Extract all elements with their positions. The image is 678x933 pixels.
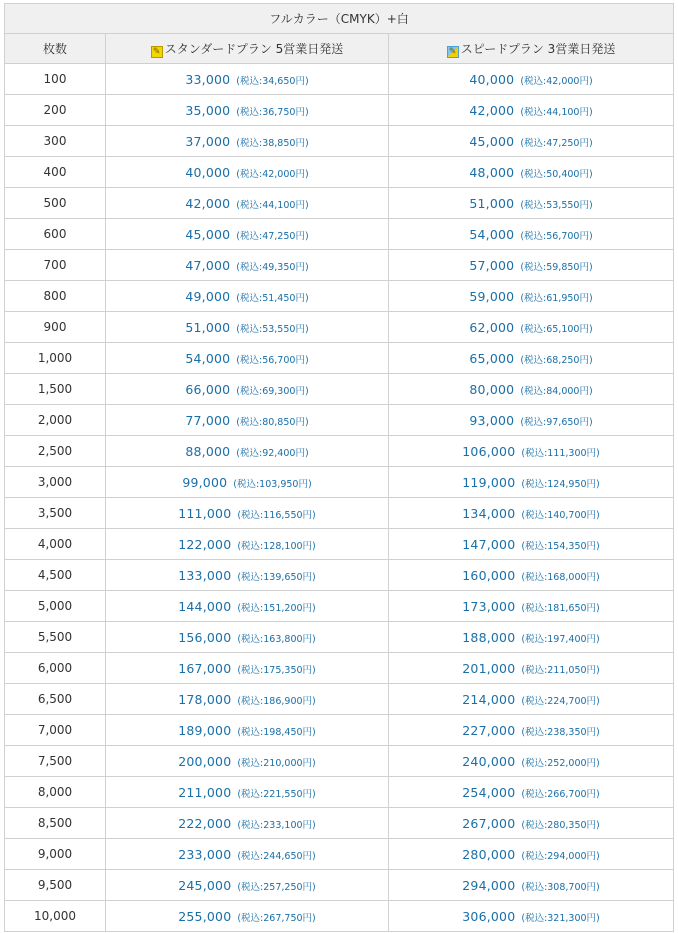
speed-price: 173,000: [462, 598, 516, 614]
speed-price-tax-included: (税込:47,250円): [520, 137, 593, 149]
table-row: [5, 405, 674, 436]
standard-price: 99,000: [182, 474, 228, 490]
speed-price-cell: [389, 591, 674, 622]
speed-price-tax-included: (税込:294,000円): [521, 850, 600, 862]
standard-price-tax-included: (税込:233,100円): [237, 819, 316, 831]
qty-cell: 9,500: [5, 870, 106, 901]
speed-price-tax-included: (税込:197,400円): [521, 633, 600, 645]
qty-cell: 10,000: [5, 901, 106, 932]
standard-price-cell: [106, 715, 389, 746]
speed-price-cell: [389, 746, 674, 777]
speed-price-cell: [389, 157, 674, 188]
speed-price-cell: [389, 188, 674, 219]
table-row: [5, 715, 674, 746]
speed-price: 240,000: [462, 753, 516, 769]
speed-price-tax-included: (税込:111,300円): [521, 447, 600, 459]
standard-price: 66,000: [185, 381, 231, 397]
speed-price: 134,000: [462, 505, 516, 521]
standard-plan-label: スタンダードプラン 5営業日発送: [164, 41, 344, 56]
standard-price-tax-included: (税込:49,350円): [236, 261, 309, 273]
column-header-row: [5, 34, 674, 64]
table-row: [5, 343, 674, 374]
qty-cell: 6,500: [5, 684, 106, 715]
standard-price-tax-included: (税込:69,300円): [236, 385, 309, 397]
speed-price-cell: [389, 312, 674, 343]
standard-price-cell: [106, 405, 389, 436]
table-row: [5, 64, 674, 95]
standard-price: 54,000: [185, 350, 231, 366]
standard-price-cell: [106, 808, 389, 839]
table-row: [5, 529, 674, 560]
table-row: [5, 250, 674, 281]
standard-price-tax-included: (税込:42,000円): [236, 168, 309, 180]
speed-price-cell: [389, 95, 674, 126]
speed-price-cell: [389, 64, 674, 95]
standard-price-tax-included: (税込:186,900円): [237, 695, 316, 707]
speed-price-cell: [389, 808, 674, 839]
speed-price-cell: [389, 622, 674, 653]
standard-price: 77,000: [185, 412, 231, 428]
speed-price-tax-included: (税込:308,700円): [521, 881, 600, 893]
speed-price-cell: [389, 374, 674, 405]
speed-price-cell: [389, 653, 674, 684]
speed-price: 45,000: [469, 133, 515, 149]
standard-price-tax-included: (税込:116,550円): [237, 509, 316, 521]
table-row: [5, 157, 674, 188]
qty-cell: 500: [5, 188, 106, 219]
qty-cell: 8,000: [5, 777, 106, 808]
speed-price: 147,000: [462, 536, 516, 552]
speed-price-cell: [389, 684, 674, 715]
standard-price: 51,000: [185, 319, 231, 335]
standard-price-tax-included: (税込:257,250円): [237, 881, 316, 893]
qty-cell: 300: [5, 126, 106, 157]
speed-price-cell: [389, 281, 674, 312]
qty-cell: 4,000: [5, 529, 106, 560]
speed-price-tax-included: (税込:154,350円): [521, 540, 600, 552]
speed-price: 214,000: [462, 691, 516, 707]
table-row: [5, 653, 674, 684]
standard-price: 200,000: [178, 753, 232, 769]
standard-price: 122,000: [178, 536, 232, 552]
qty-cell: 8,500: [5, 808, 106, 839]
speed-price-tax-included: (税込:65,100円): [520, 323, 593, 335]
speed-price-cell: [389, 715, 674, 746]
standard-price: 40,000: [185, 164, 231, 180]
speed-price-cell: [389, 405, 674, 436]
speed-price-tax-included: (税込:140,700円): [521, 509, 600, 521]
table-row: [5, 281, 674, 312]
table-row: [5, 901, 674, 932]
standard-price-cell: [106, 622, 389, 653]
speed-price-tax-included: (税込:266,700円): [521, 788, 600, 800]
speed-price-tax-included: (税込:61,950円): [520, 292, 593, 304]
speed-price-cell: [389, 343, 674, 374]
speed-price-cell: [389, 250, 674, 281]
speed-price-tax-included: (税込:252,000円): [521, 757, 600, 769]
standard-price: 133,000: [178, 567, 232, 583]
speed-price: 59,000: [469, 288, 515, 304]
speed-price: 306,000: [462, 908, 516, 924]
speed-price: 62,000: [469, 319, 515, 335]
qty-cell: 6,000: [5, 653, 106, 684]
standard-price-cell: [106, 281, 389, 312]
qty-cell: 1,500: [5, 374, 106, 405]
speed-price-tax-included: (税込:181,650円): [521, 602, 600, 614]
standard-price-tax-included: (税込:36,750円): [236, 106, 309, 118]
speed-price-tax-included: (税込:97,650円): [520, 416, 593, 428]
standard-price-cell: [106, 901, 389, 932]
speed-price-tax-included: (税込:56,700円): [520, 230, 593, 242]
standard-price-cell: [106, 746, 389, 777]
speed-price-tax-included: (税込:59,850円): [520, 261, 593, 273]
speed-price-cell: [389, 467, 674, 498]
speed-price-cell: [389, 219, 674, 250]
speed-price: 201,000: [462, 660, 516, 676]
table-row: [5, 219, 674, 250]
speed-price: 280,000: [462, 846, 516, 862]
speed-price: 48,000: [469, 164, 515, 180]
qty-cell: 2,000: [5, 405, 106, 436]
speed-price: 106,000: [462, 443, 516, 459]
standard-price-tax-included: (税込:221,550円): [237, 788, 316, 800]
speed-price: 40,000: [469, 71, 515, 87]
standard-price-tax-included: (税込:34,650円): [236, 75, 309, 87]
speed-plan-label: スピードプラン 3営業日発送: [460, 41, 616, 56]
table-title: フルカラー（CMYK）+白: [5, 4, 674, 34]
qty-cell: 2,500: [5, 436, 106, 467]
standard-price: 167,000: [178, 660, 232, 676]
qty-cell: 600: [5, 219, 106, 250]
table-row: [5, 839, 674, 870]
standard-price-cell: [106, 870, 389, 901]
qty-cell: 100: [5, 64, 106, 95]
standard-price-tax-included: (税込:198,450円): [237, 726, 316, 738]
table-row: [5, 188, 674, 219]
qty-cell: 3,000: [5, 467, 106, 498]
standard-price: 211,000: [178, 784, 232, 800]
standard-price: 111,000: [178, 505, 232, 521]
table-row: [5, 126, 674, 157]
speed-price: 227,000: [462, 722, 516, 738]
speed-price: 119,000: [462, 474, 516, 490]
standard-price-tax-included: (税込:103,950円): [233, 478, 312, 490]
standard-price-tax-included: (税込:175,350円): [237, 664, 316, 676]
standard-price-tax-included: (税込:47,250円): [236, 230, 309, 242]
speed-price-tax-included: (税込:68,250円): [520, 354, 593, 366]
speed-price-cell: [389, 901, 674, 932]
standard-price-tax-included: (税込:80,850円): [236, 416, 309, 428]
standard-price: 88,000: [185, 443, 231, 459]
standard-price-tax-included: (税込:267,750円): [237, 912, 316, 924]
standard-price: 233,000: [178, 846, 232, 862]
standard-price-tax-included: (税込:44,100円): [236, 199, 309, 211]
speed-price-tax-included: (税込:224,700円): [521, 695, 600, 707]
standard-price-cell: [106, 591, 389, 622]
qty-cell: 4,500: [5, 560, 106, 591]
standard-price-tax-included: (税込:139,650円): [237, 571, 316, 583]
standard-price-cell: [106, 839, 389, 870]
standard-price: 189,000: [178, 722, 232, 738]
speed-price: 51,000: [469, 195, 515, 211]
standard-price: 144,000: [178, 598, 232, 614]
standard-price: 33,000: [185, 71, 231, 87]
standard-price-cell: [106, 529, 389, 560]
speed-price-tax-included: (税込:168,000円): [521, 571, 600, 583]
standard-price-cell: [106, 64, 389, 95]
standard-price-cell: [106, 157, 389, 188]
speed-price-cell: [389, 126, 674, 157]
speed-plan-header: [389, 34, 674, 64]
standard-price-tax-included: (税込:244,650円): [237, 850, 316, 862]
standard-price-cell: [106, 250, 389, 281]
speed-price-tax-included: (税込:211,050円): [521, 664, 600, 676]
qty-cell: 400: [5, 157, 106, 188]
standard-price-cell: [106, 560, 389, 591]
table-row: [5, 591, 674, 622]
qty-cell: 5,000: [5, 591, 106, 622]
standard-price: 255,000: [178, 908, 232, 924]
speed-price-cell: [389, 560, 674, 591]
standard-price-cell: [106, 312, 389, 343]
table-row: [5, 746, 674, 777]
qty-column-header: 枚数: [5, 34, 106, 64]
speed-price: 254,000: [462, 784, 516, 800]
qty-cell: 700: [5, 250, 106, 281]
qty-cell: 7,000: [5, 715, 106, 746]
standard-price-cell: [106, 467, 389, 498]
standard-plan-header: [106, 34, 389, 64]
table-row: [5, 808, 674, 839]
table-row: [5, 684, 674, 715]
standard-price: 49,000: [185, 288, 231, 304]
price-table-body: [5, 64, 674, 932]
standard-price-cell: [106, 684, 389, 715]
speed-price: 188,000: [462, 629, 516, 645]
standard-price-tax-included: (税込:92,400円): [236, 447, 309, 459]
speed-price-tax-included: (税込:280,350円): [521, 819, 600, 831]
qty-cell: 3,500: [5, 498, 106, 529]
standard-price-cell: [106, 188, 389, 219]
speed-price-tax-included: (税込:42,000円): [520, 75, 593, 87]
standard-price-tax-included: (税込:53,550円): [236, 323, 309, 335]
speed-price-cell: [389, 839, 674, 870]
standard-price-tax-included: (税込:128,100円): [237, 540, 316, 552]
table-row: [5, 777, 674, 808]
speed-price: 57,000: [469, 257, 515, 273]
speed-price: 294,000: [462, 877, 516, 893]
standard-price-tax-included: (税込:56,700円): [236, 354, 309, 366]
speed-price-tax-included: (税込:84,000円): [520, 385, 593, 397]
table-title-row: [5, 4, 674, 34]
standard-plan-icon: ✎: [151, 46, 163, 58]
speed-price-cell: [389, 870, 674, 901]
standard-price-tax-included: (税込:210,000円): [237, 757, 316, 769]
speed-price-cell: [389, 529, 674, 560]
speed-plan-icon: ✎: [447, 46, 459, 58]
qty-cell: 7,500: [5, 746, 106, 777]
qty-cell: 1,000: [5, 343, 106, 374]
speed-price-tax-included: (税込:124,950円): [521, 478, 600, 490]
standard-price-cell: [106, 219, 389, 250]
speed-price: 267,000: [462, 815, 516, 831]
speed-price-tax-included: (税込:321,300円): [521, 912, 600, 924]
standard-price-cell: [106, 777, 389, 808]
table-row: [5, 436, 674, 467]
speed-price-tax-included: (税込:50,400円): [520, 168, 593, 180]
standard-price-tax-included: (税込:51,450円): [236, 292, 309, 304]
table-row: [5, 622, 674, 653]
table-row: [5, 467, 674, 498]
qty-cell: 800: [5, 281, 106, 312]
speed-price-tax-included: (税込:44,100円): [520, 106, 593, 118]
qty-cell: 900: [5, 312, 106, 343]
standard-price: 222,000: [178, 815, 232, 831]
speed-price: 65,000: [469, 350, 515, 366]
standard-price-tax-included: (税込:163,800円): [237, 633, 316, 645]
speed-price-cell: [389, 498, 674, 529]
standard-price: 35,000: [185, 102, 231, 118]
speed-price: 80,000: [469, 381, 515, 397]
standard-price: 47,000: [185, 257, 231, 273]
speed-price-cell: [389, 436, 674, 467]
speed-price: 42,000: [469, 102, 515, 118]
table-row: [5, 498, 674, 529]
speed-price: 93,000: [469, 412, 515, 428]
speed-price-tax-included: (税込:238,350円): [521, 726, 600, 738]
standard-price-cell: [106, 126, 389, 157]
standard-price-tax-included: (税込:151,200円): [237, 602, 316, 614]
standard-price-cell: [106, 436, 389, 467]
table-row: [5, 95, 674, 126]
standard-price: 178,000: [178, 691, 232, 707]
standard-price-cell: [106, 343, 389, 374]
standard-price-cell: [106, 374, 389, 405]
qty-cell: 200: [5, 95, 106, 126]
table-row: [5, 870, 674, 901]
standard-price: 156,000: [178, 629, 232, 645]
speed-price: 160,000: [462, 567, 516, 583]
standard-price-cell: [106, 653, 389, 684]
standard-price: 45,000: [185, 226, 231, 242]
qty-cell: 5,500: [5, 622, 106, 653]
qty-cell: 9,000: [5, 839, 106, 870]
table-row: [5, 312, 674, 343]
standard-price-cell: [106, 498, 389, 529]
price-table: [4, 3, 674, 932]
table-row: [5, 374, 674, 405]
speed-price-cell: [389, 777, 674, 808]
speed-price: 54,000: [469, 226, 515, 242]
standard-price: 42,000: [185, 195, 231, 211]
table-row: [5, 560, 674, 591]
standard-price-tax-included: (税込:38,850円): [236, 137, 309, 149]
standard-price: 37,000: [185, 133, 231, 149]
standard-price-cell: [106, 95, 389, 126]
speed-price-tax-included: (税込:53,550円): [520, 199, 593, 211]
standard-price: 245,000: [178, 877, 232, 893]
